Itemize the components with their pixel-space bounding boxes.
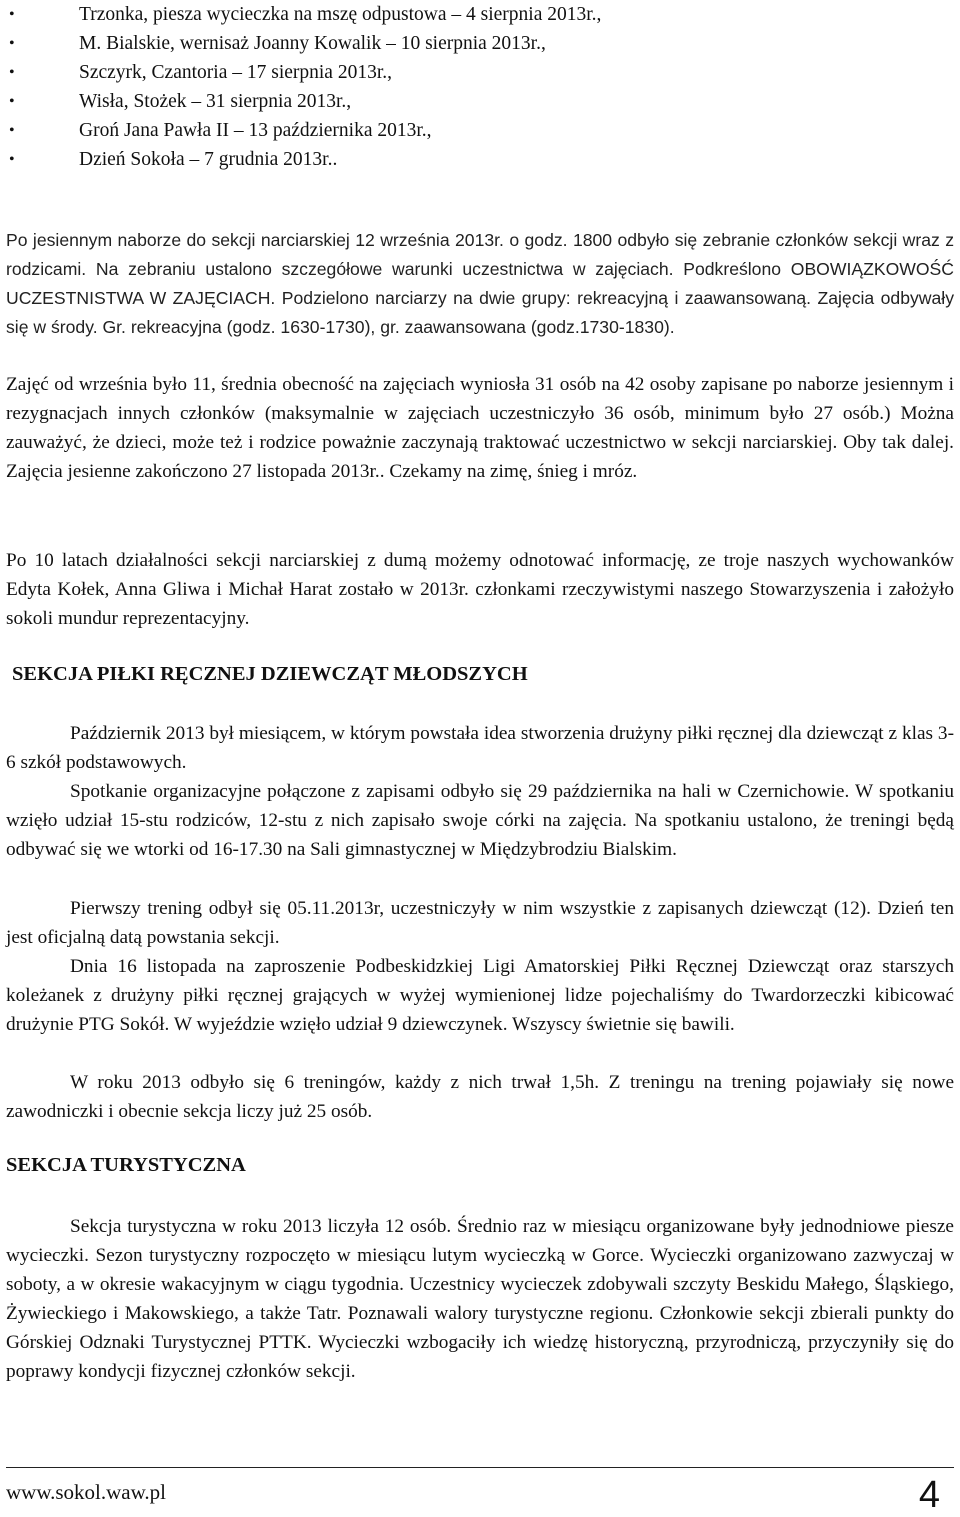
list-item bbox=[6, 58, 954, 87]
handball-paragraph: W roku 2013 odbyło się 6 treningów, każdy z nich trwał 1,5h. Z treningu na trening pojawiały się nowe zawodniczki i obecnie sekcja liczy już 25 osób. bbox=[6, 1072, 954, 1122]
handball-paragraph: Spotkanie organizacyjne połączone z zapisami odbyło się 29 października na hali w Czernichowie. W spotkaniu wzięło udział 15-stu rodziców, 12-stu z nich zapisało swoje córki na zajęcia. Na spotkaniu ustalono, że treningi będą odbywać się we wtorki od 16-17.30 na Sali gimnastycznej w Międzybrodziu Bialskim. bbox=[6, 781, 954, 860]
handball-paragraph: Pierwszy trening odbył się 05.11.2013r, uczestniczyły w nim wszystkie z zapisanych dziewcząt (12). Dzień ten jest oficjalną datą powstania sekcji. bbox=[6, 898, 954, 948]
event-list bbox=[6, 0, 954, 174]
footer-website-link[interactable]: www.sokol.waw.pl bbox=[6, 1480, 167, 1504]
list-item bbox=[6, 116, 954, 145]
list-item bbox=[6, 145, 954, 174]
footer-divider bbox=[6, 1467, 954, 1468]
bullet-icon: • bbox=[9, 122, 15, 139]
handball-paragraph: Październik 2013 był miesiącem, w którym powstała idea stworzenia drużyny piłki ręcznej dla dziewcząt z klas 3-6 szkół podstawowych. bbox=[6, 723, 954, 773]
tourism-paragraph: Sekcja turystyczna w roku 2013 liczyła 12 osób. Średnio raz w miesiącu organizowane były jednodniowe piesze wycieczki. Sezon turystyczny rozpoczęto w miesiącu lutym wycieczką w Gorce. Wycieczki organizowano zazwyczaj w soboty, a w okresie wakacyjnym w ciągu tygodnia. Uczestnicy wycieczek zdobywali szczyty Beskidu Małego, Śląskiego, Żywieckiego i Makowskiego, a także Tatr. Poznawali walory turystyczne regionu. Członkowie sekcji zbierali punkty do Górskiej Odznaki Turystycznej PTTK. Wycieczki wzbogaciły ich wiedzę historyczną, przyrodniczą, przyczyniły się do poprawy kondycji fizycznej członków sekcji. bbox=[6, 1216, 954, 1382]
list-item bbox=[6, 0, 954, 29]
list-item bbox=[6, 87, 954, 116]
bullet-icon: • bbox=[9, 64, 15, 81]
ski-section-paragraph-1: Po jesiennym naborze do sekcji narciarskiej 12 września 2013r. o godz. 1800 odbyło się zebranie członków sekcji wraz z rodzicami. Na zebraniu ustalono szczegółowe warunki uczestnictwa w zajęciach. Podkreślono OBOWIĄZKOWOŚĆ UCZESTNISTWA W ZAJĘCIACH. Podzielono narciarzy na dwie grupy: rekreacyjną i zaawansowaną. Zajęcia odbywały się w środy. Gr. rekreacyjna (godz. 1630-1730), gr. zaawansowana (godz.1730-1830). bbox=[6, 230, 954, 337]
list-item bbox=[6, 29, 954, 58]
page-number: 4 bbox=[918, 1474, 940, 1516]
event-text: Wisła, Stożek – 31 sierpnia 2013r., bbox=[79, 91, 352, 112]
ski-section-paragraph-2: Zajęć od września było 11, średnia obecność na zajęciach wyniosła 31 osób na 42 osoby zapisane po naborze jesiennym i rezygnacjach innych członków (maksymalnie w zajęciach uczestniczyło 36 osób, minimum było 27 osób.) Można zauważyć, że dzieci, może też i rodzice poważnie zaczynają traktować uczestnictwo w sekcji narciarskiej. Oby tak dalej. Zajęcia jesienne zakończono 27 listopada 2013r.. Czekamy na zimę, śnieg i mróz. bbox=[6, 374, 954, 482]
bullet-icon: • bbox=[9, 6, 15, 23]
bullet-icon: • bbox=[9, 151, 15, 168]
bullet-icon: • bbox=[9, 35, 15, 52]
event-text: Dzień Sokoła – 7 grudnia 2013r.. bbox=[79, 149, 338, 170]
ski-section-paragraph-3: Po 10 latach działalności sekcji narciarskiej z dumą możemy odnotować informację, ze troje naszych wychowanków Edyta Kołek, Anna Gliwa i Michał Harat zostało w 2013r. członkami rzeczywistymi naszego Stowarzyszenia i założyło sokoli mundur reprezentacyjny. bbox=[6, 550, 954, 629]
event-text: Trzonka, piesza wycieczka na mszę odpustowa – 4 sierpnia 2013r., bbox=[79, 4, 602, 25]
tourism-section-heading: SEKCJA TURYSTYCZNA bbox=[6, 1154, 246, 1176]
event-text: M. Bialskie, wernisaż Joanny Kowalik – 10 sierpnia 2013r., bbox=[79, 33, 546, 54]
event-text: Groń Jana Pawła II – 13 października 2013r., bbox=[79, 120, 432, 141]
bullet-icon: • bbox=[9, 93, 15, 110]
event-text: Szczyrk, Czantoria – 17 sierpnia 2013r., bbox=[79, 62, 392, 83]
handball-paragraph: Dnia 16 listopada na zaproszenie Podbeskidzkiej Ligi Amatorskiej Piłki Ręcznej Dziewcząt oraz starszych koleżanek z drużyny piłki ręcznej grających w wyżej wymienionej lidze pojechaliśmy do Twardorzeczki kibicować drużynie PTG Sokół. W wyjeździe wzięło udział 9 dziewczynek. Wszyscy świetnie się bawili. bbox=[6, 956, 954, 1035]
handball-section-heading: SEKCJA PIŁKI RĘCZNEJ DZIEWCZĄT MŁODSZYCH bbox=[12, 663, 528, 685]
